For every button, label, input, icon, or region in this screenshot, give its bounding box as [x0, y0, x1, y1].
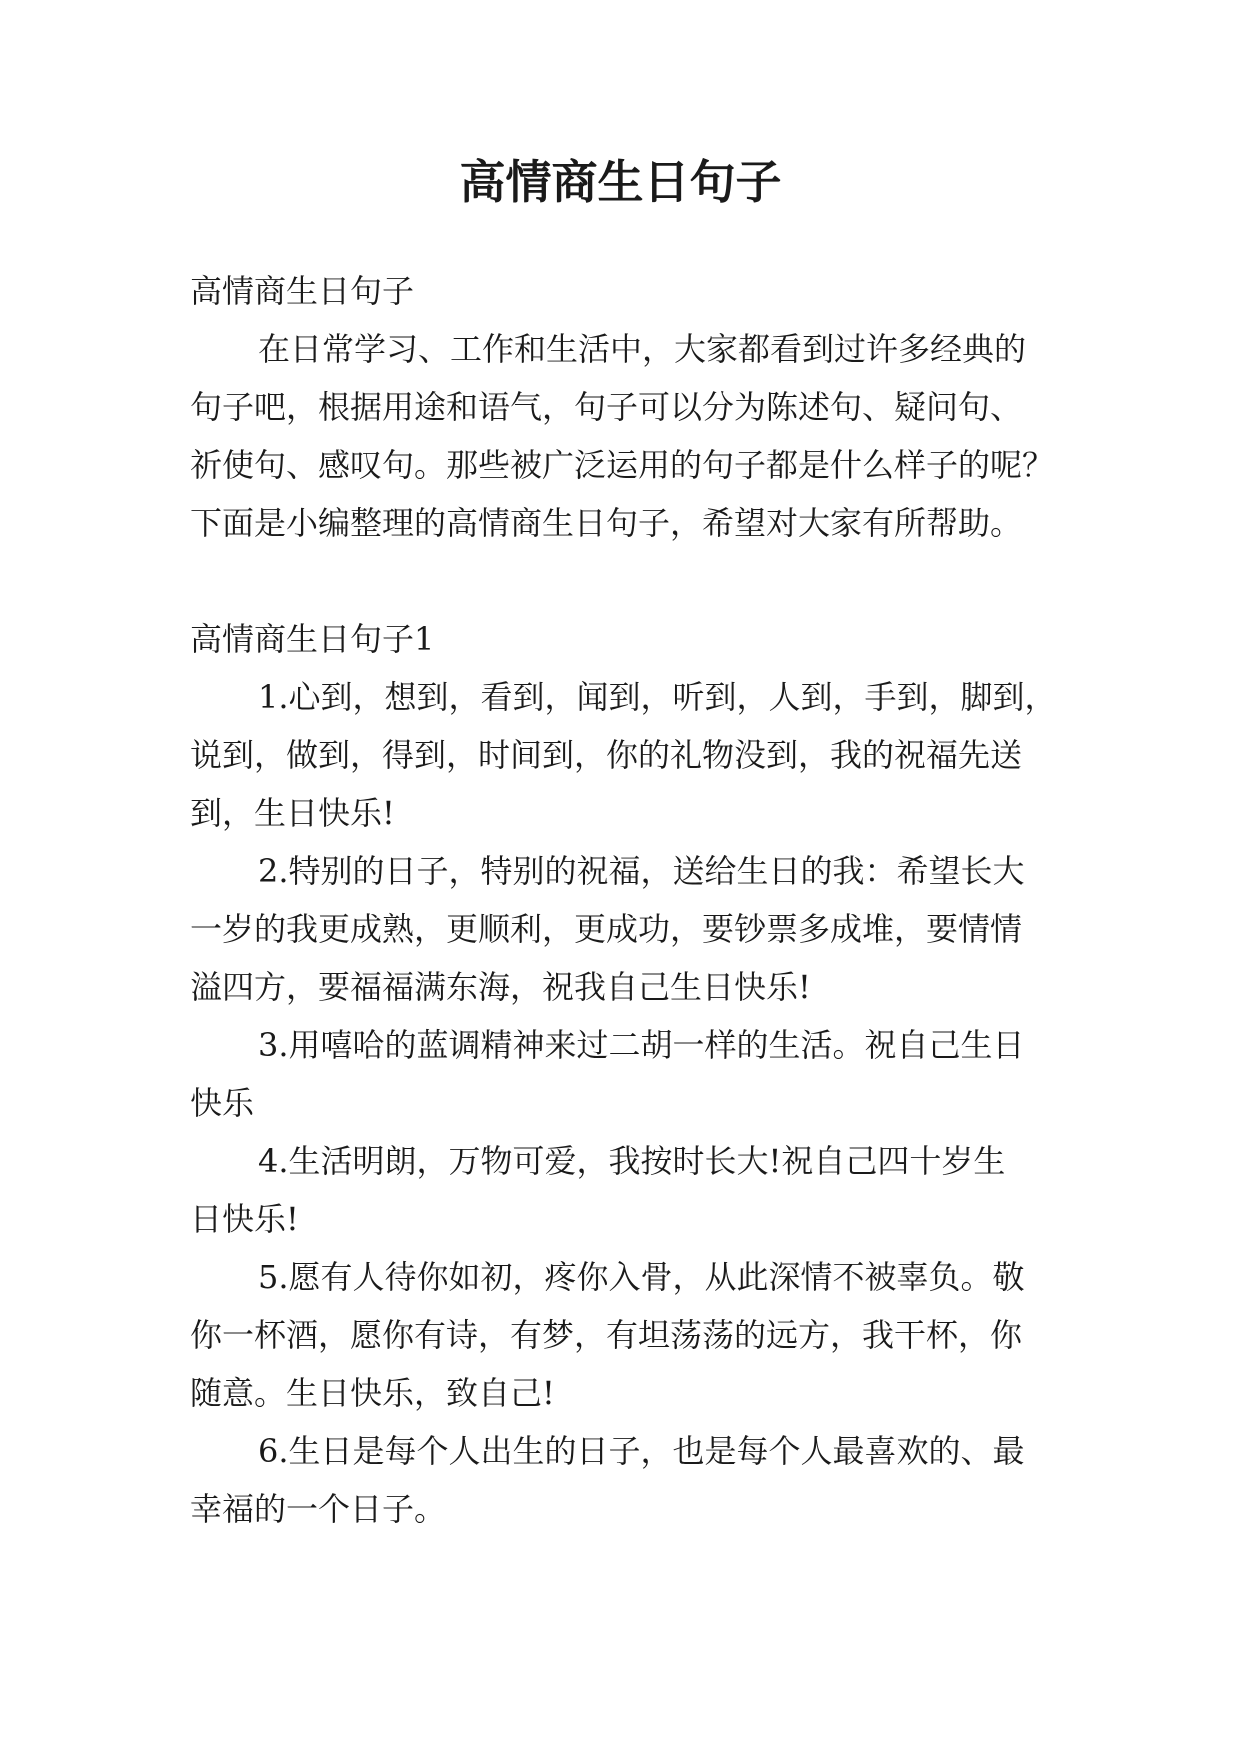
item-6-line: 6.生日是每个人出生的日子，也是每个人最喜欢的、最 — [258, 1432, 1025, 1470]
item-1-line: 到，生日快乐! — [190, 794, 395, 832]
item-4-line: 4.生活明朗，万物可爱，我按时长大!祝自己四十岁生 — [258, 1142, 1006, 1180]
intro-line: 祈使句、感叹句。那些被广泛运用的句子都是什么样子的呢？ — [190, 446, 1055, 484]
section-heading: 高情商生日句子1 — [190, 620, 435, 658]
item-2-line: 2.特别的日子，特别的祝福，送给生日的我：希望长大 — [258, 852, 1025, 890]
item-2-line: 溢四方，要福福满东海，祝我自己生日快乐! — [190, 968, 811, 1006]
intro-line: 下面是小编整理的高情商生日句子，希望对大家有所帮助。 — [190, 504, 1023, 542]
item-5-line: 你一杯酒，愿你有诗，有梦，有坦荡荡的远方，我干杯，你 — [190, 1316, 1023, 1354]
item-4-line: 日快乐! — [190, 1200, 299, 1238]
item-1-line: 1.心到，想到，看到，闻到，听到，人到，手到，脚到， — [258, 678, 1057, 716]
intro-line: 句子吧，根据用途和语气，句子可以分为陈述句、疑问句、 — [190, 388, 1023, 426]
item-2-line: 一岁的我更成熟，更顺利，更成功，要钞票多成堆，要情情 — [190, 910, 1023, 948]
item-5-line: 5.愿有人待你如初，疼你入骨，从此深情不被辜负。敬 — [258, 1258, 1025, 1296]
document-body — [190, 262, 1060, 1538]
intro-line: 在日常学习、工作和生活中，大家都看到过许多经典的 — [258, 330, 1027, 368]
document-title: 高情商生日句子 — [459, 155, 782, 209]
item-3-line: 快乐 — [190, 1084, 255, 1122]
item-3-line: 3.用嘻哈的蓝调精神来过二胡一样的生活。祝自己生日 — [258, 1026, 1025, 1064]
item-6-line: 幸福的一个日子。 — [190, 1490, 447, 1528]
item-5-line: 随意。生日快乐，致自己! — [190, 1374, 555, 1412]
item-1-line: 说到，做到，得到，时间到，你的礼物没到，我的祝福先送 — [190, 736, 1023, 774]
intro-heading: 高情商生日句子 — [190, 272, 415, 310]
paragraph-gap — [190, 552, 1060, 610]
